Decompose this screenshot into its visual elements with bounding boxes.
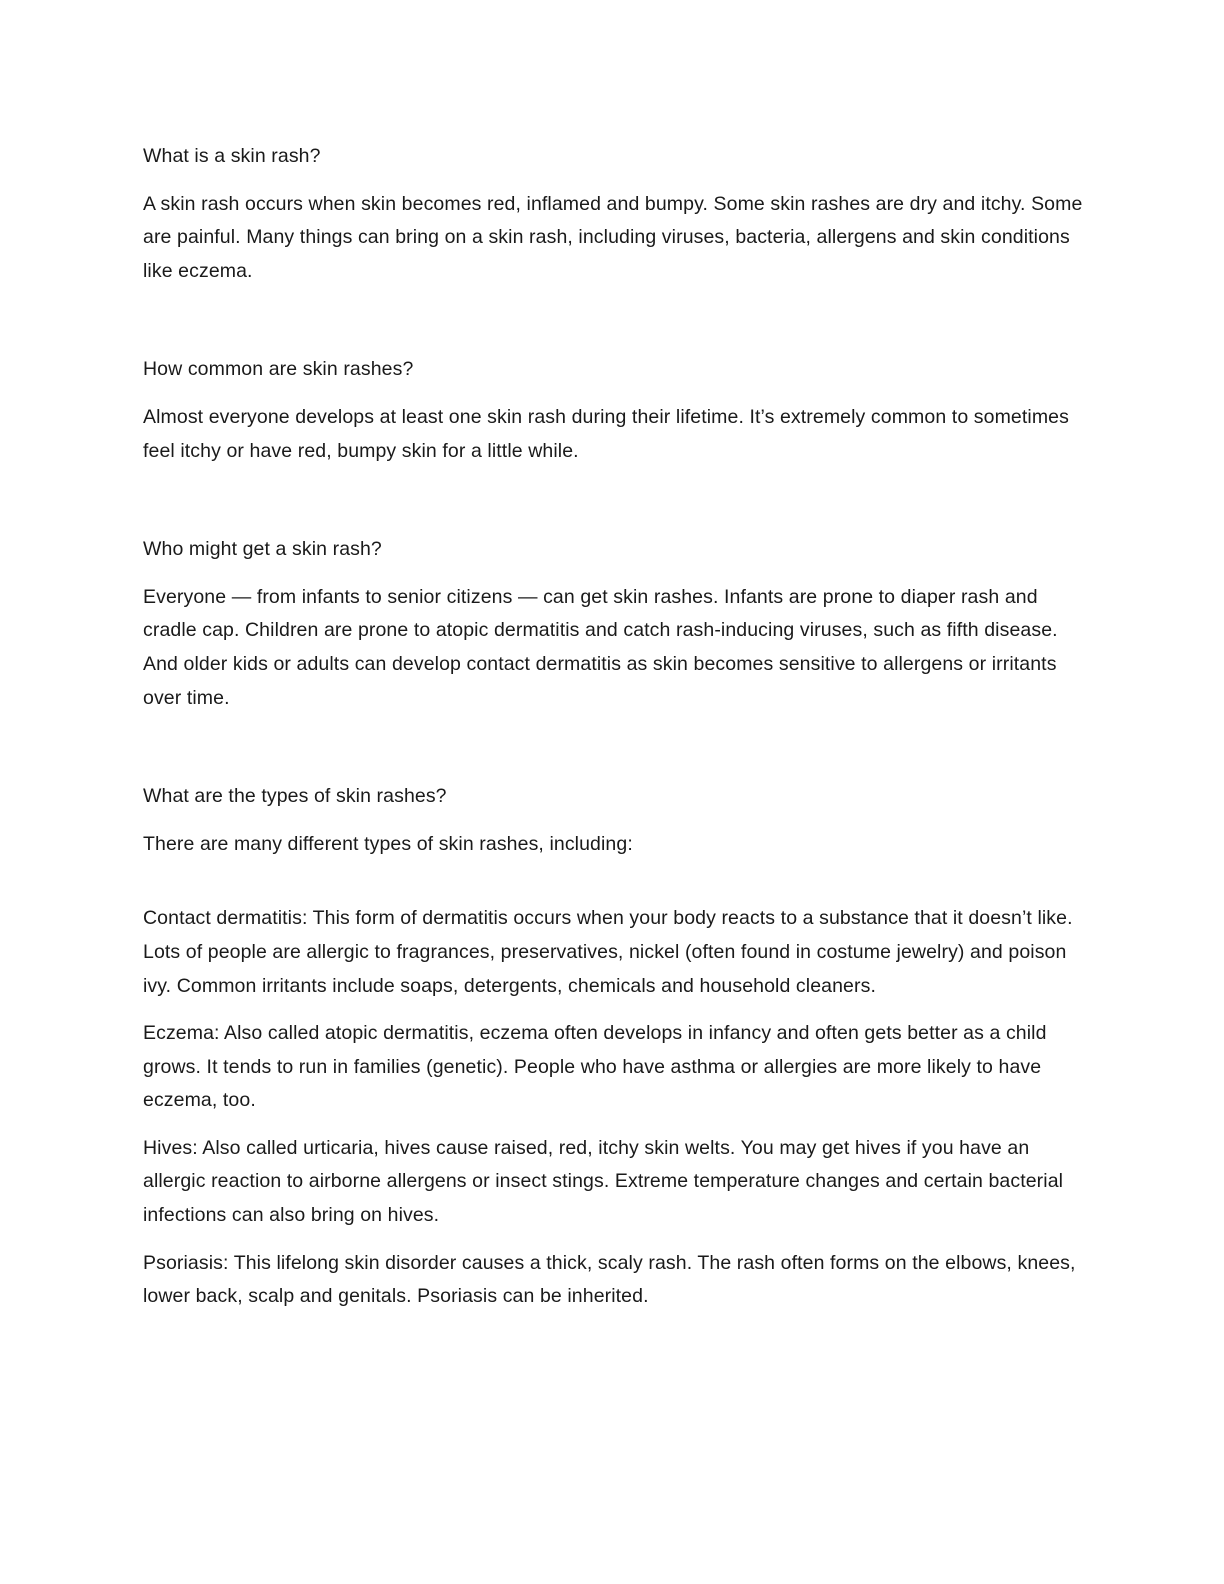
spacer bbox=[143, 302, 1083, 353]
section-paragraph-how-common: Almost everyone develops at least one skin rash during their lifetime. It’s extremely common to sometimes feel itchy or have red, bumpy skin for a little while. bbox=[143, 405, 1069, 462]
section-paragraph-what-is: A skin rash occurs when skin becomes red, inflamed and bumpy. Some skin rashes are dry and itchy. Some are painful. Many things can bring on a skin rash, including viruses, bacteria, allergens and skin conditions like eczema. bbox=[143, 192, 1083, 282]
section-paragraph-who-might: Everyone — from infants to senior citizens — can get skin rashes. Infants are prone to diaper rash and cradle cap. Children are prone to atopic dermatitis and catch rash-inducing viruses, such as fifth disease. And older kids or adults can develop contact dermatitis as skin becomes sensitive to allergens or irritants over time. bbox=[143, 585, 1058, 709]
type-psoriasis: Psoriasis: This lifelong skin disorder causes a thick, scaly rash. The rash often forms on the elbows, knees, lower back, scalp and genitals. Psoriasis can be inherited. bbox=[143, 1251, 1076, 1308]
spacer bbox=[143, 729, 1083, 780]
type-hives: Hives: Also called urticaria, hives cause raised, red, itchy skin welts. You may get hives if you have an allergic reaction to airborne allergens or insect stings. Extreme temperature changes and certain bacterial infections can also bring on hives. bbox=[143, 1136, 1064, 1227]
document-page bbox=[143, 140, 1083, 1328]
section-paragraph-types-intro: There are many different types of skin rashes, including: bbox=[143, 832, 633, 855]
section-heading-types: What are the types of skin rashes? bbox=[143, 785, 447, 808]
section-heading-who-might: Who might get a skin rash? bbox=[143, 538, 382, 561]
section-heading-what-is: What is a skin rash? bbox=[143, 145, 321, 167]
spacer bbox=[143, 482, 1083, 533]
section-heading-how-common: How common are skin rashes? bbox=[143, 358, 414, 381]
type-eczema: Eczema: Also called atopic dermatitis, eczema often develops in infancy and often gets better as a child grows. It tends to run in families (genetic). People who have asthma or allergies are more likely to have eczema, too. bbox=[143, 1022, 1047, 1112]
type-contact-dermatitis: Contact dermatitis: This form of dermatitis occurs when your body reacts to a substance that it doesn’t like. Lots of people are allergic to fragrances, preservatives, nickel (often found in costume jewelry) and poison ivy. Common irritants include soaps, detergents, chemicals and household cleaners. bbox=[143, 907, 1073, 997]
spacer bbox=[143, 875, 1083, 902]
